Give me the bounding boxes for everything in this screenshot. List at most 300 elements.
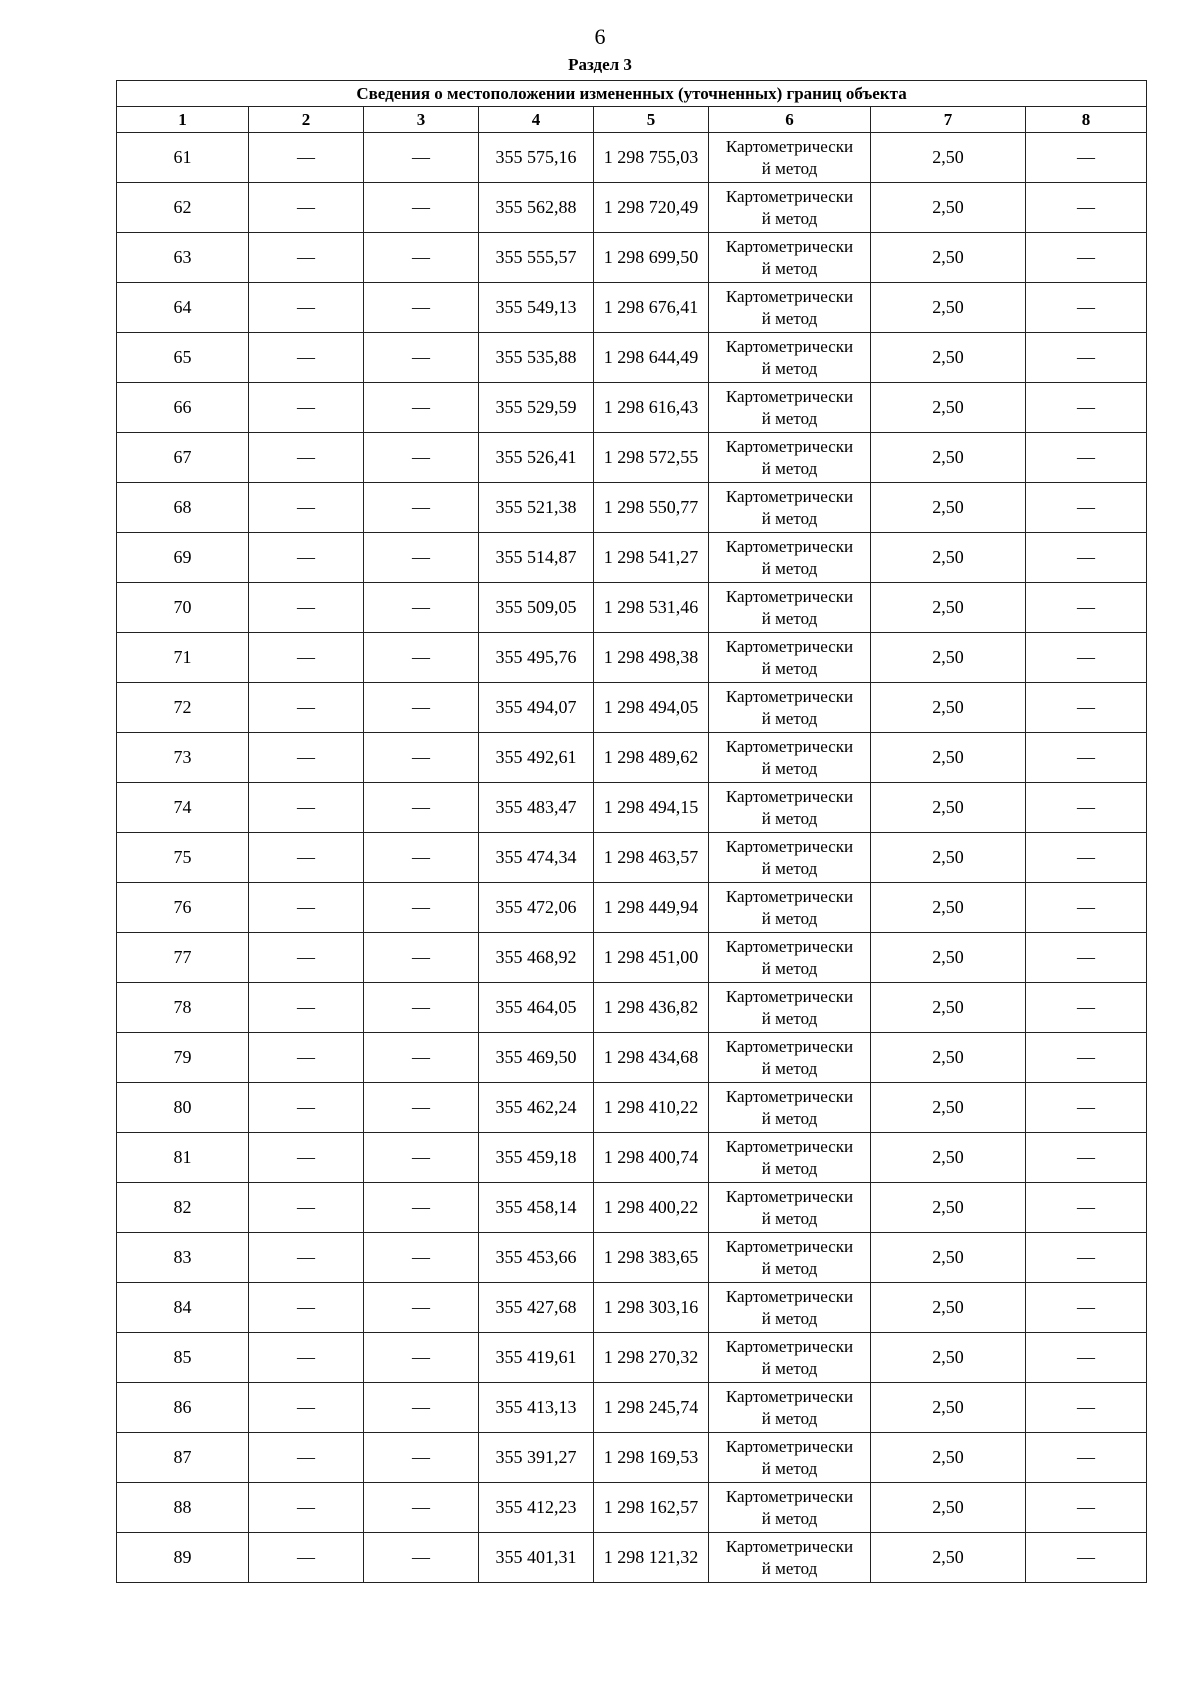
- column-3-cell: —: [364, 533, 479, 583]
- method-text-line: й метод: [761, 1208, 818, 1228]
- method-cell: [709, 1033, 871, 1083]
- column-3-cell: —: [364, 1183, 479, 1233]
- coordinate-x-cell: 355 535,88: [479, 333, 594, 383]
- table-row: [117, 1033, 1147, 1083]
- column-3-cell: —: [364, 133, 479, 183]
- column-3-cell: —: [364, 183, 479, 233]
- method-text-line: Картометрически: [725, 136, 854, 156]
- column-2-cell: —: [249, 1083, 364, 1133]
- accuracy-cell: 2,50: [871, 683, 1026, 733]
- method-text-line: й метод: [761, 658, 818, 678]
- column-2-cell: —: [249, 733, 364, 783]
- method-text-line: й метод: [761, 908, 818, 928]
- column-2-cell: —: [249, 433, 364, 483]
- method-text-line: Картометрически: [725, 486, 854, 506]
- coordinate-x-cell: 355 474,34: [479, 833, 594, 883]
- table-row: [117, 833, 1147, 883]
- point-number-cell: 81: [117, 1133, 249, 1183]
- table-row: [117, 183, 1147, 233]
- table-row: [117, 1333, 1147, 1383]
- table-row: [117, 1383, 1147, 1433]
- method-text-line: Картометрически: [725, 936, 854, 956]
- column-8-cell: —: [1026, 1533, 1147, 1583]
- column-2-cell: —: [249, 583, 364, 633]
- coordinate-x-cell: 355 412,23: [479, 1483, 594, 1533]
- method-text-line: й метод: [761, 258, 818, 278]
- section-title: Раздел 3: [568, 55, 632, 74]
- coordinate-y-cell: 1 298 436,82: [594, 983, 709, 1033]
- column-8-cell: —: [1026, 583, 1147, 633]
- column-2-cell: —: [249, 233, 364, 283]
- table-body: [117, 133, 1147, 1583]
- column-number: 6: [709, 107, 871, 133]
- accuracy-cell: 2,50: [871, 1483, 1026, 1533]
- column-2-cell: —: [249, 1533, 364, 1583]
- coordinate-y-cell: 1 298 121,32: [594, 1533, 709, 1583]
- table-row: [117, 633, 1147, 683]
- table-caption: Сведения о местоположении измененных (уточненных) границ объекта: [117, 81, 1147, 107]
- column-8-cell: —: [1026, 983, 1147, 1033]
- point-number-cell: 76: [117, 883, 249, 933]
- accuracy-cell: 2,50: [871, 833, 1026, 883]
- table-row: [117, 583, 1147, 633]
- point-number-cell: 86: [117, 1383, 249, 1433]
- column-8-cell: —: [1026, 883, 1147, 933]
- table-row: [117, 283, 1147, 333]
- column-3-cell: —: [364, 233, 479, 283]
- column-2-cell: —: [249, 783, 364, 833]
- column-number: 7: [871, 107, 1026, 133]
- point-number-cell: 83: [117, 1233, 249, 1283]
- point-number-cell: 88: [117, 1483, 249, 1533]
- column-8-cell: —: [1026, 1133, 1147, 1183]
- method-cell: [709, 1233, 871, 1283]
- column-3-cell: —: [364, 1333, 479, 1383]
- accuracy-cell: 2,50: [871, 633, 1026, 683]
- coordinate-x-cell: 355 529,59: [479, 383, 594, 433]
- point-number-cell: 87: [117, 1433, 249, 1483]
- accuracy-cell: 2,50: [871, 1083, 1026, 1133]
- coordinate-y-cell: 1 298 434,68: [594, 1033, 709, 1083]
- method-cell: [709, 1333, 871, 1383]
- coordinate-x-cell: 355 464,05: [479, 983, 594, 1033]
- column-3-cell: —: [364, 433, 479, 483]
- column-8-cell: —: [1026, 733, 1147, 783]
- accuracy-cell: 2,50: [871, 383, 1026, 433]
- method-text-line: й метод: [761, 1008, 818, 1028]
- coordinate-x-cell: 355 401,31: [479, 1533, 594, 1583]
- column-8-cell: —: [1026, 233, 1147, 283]
- coordinate-y-cell: 1 298 494,15: [594, 783, 709, 833]
- coordinate-y-cell: 1 298 572,55: [594, 433, 709, 483]
- coordinate-y-cell: 1 298 162,57: [594, 1483, 709, 1533]
- point-number-cell: 80: [117, 1083, 249, 1133]
- point-number-cell: 69: [117, 533, 249, 583]
- point-number-cell: 82: [117, 1183, 249, 1233]
- method-text-line: Картометрически: [725, 1186, 854, 1206]
- method-text-line: Картометрически: [725, 686, 854, 706]
- point-number-cell: 63: [117, 233, 249, 283]
- table-row: [117, 133, 1147, 183]
- method-text-line: й метод: [761, 158, 818, 178]
- accuracy-cell: 2,50: [871, 333, 1026, 383]
- table-row: [117, 533, 1147, 583]
- coordinate-y-cell: 1 298 699,50: [594, 233, 709, 283]
- column-2-cell: —: [249, 383, 364, 433]
- method-text-line: Картометрически: [725, 1486, 854, 1506]
- method-text-line: й метод: [761, 408, 818, 428]
- column-2-cell: —: [249, 333, 364, 383]
- table-row: [117, 333, 1147, 383]
- column-2-cell: —: [249, 283, 364, 333]
- coordinate-y-cell: 1 298 410,22: [594, 1083, 709, 1133]
- method-cell: [709, 1133, 871, 1183]
- coordinate-y-cell: 1 298 541,27: [594, 533, 709, 583]
- method-cell: [709, 133, 871, 183]
- coordinate-y-cell: 1 298 550,77: [594, 483, 709, 533]
- table-row: [117, 1433, 1147, 1483]
- method-text-line: Картометрически: [725, 1286, 854, 1306]
- table-row: [117, 433, 1147, 483]
- coordinate-x-cell: 355 549,13: [479, 283, 594, 333]
- method-cell: [709, 1533, 871, 1583]
- method-cell: [709, 1383, 871, 1433]
- table-row: [117, 1233, 1147, 1283]
- coordinate-y-cell: 1 298 449,94: [594, 883, 709, 933]
- method-text-line: Картометрически: [725, 886, 854, 906]
- column-2-cell: —: [249, 683, 364, 733]
- accuracy-cell: 2,50: [871, 783, 1026, 833]
- coordinate-y-cell: 1 298 644,49: [594, 333, 709, 383]
- method-cell: [709, 433, 871, 483]
- point-number-cell: 78: [117, 983, 249, 1033]
- method-text-line: й метод: [761, 608, 818, 628]
- column-3-cell: —: [364, 1383, 479, 1433]
- point-number-cell: 65: [117, 333, 249, 383]
- accuracy-cell: 2,50: [871, 1183, 1026, 1233]
- method-cell: [709, 683, 871, 733]
- column-8-cell: —: [1026, 933, 1147, 983]
- coordinate-y-cell: 1 298 463,57: [594, 833, 709, 883]
- column-8-cell: —: [1026, 433, 1147, 483]
- column-8-cell: —: [1026, 283, 1147, 333]
- table-row: [117, 1133, 1147, 1183]
- method-cell: [709, 583, 871, 633]
- coordinate-y-cell: 1 298 303,16: [594, 1283, 709, 1333]
- column-8-cell: —: [1026, 133, 1147, 183]
- column-8-cell: —: [1026, 833, 1147, 883]
- column-8-cell: —: [1026, 483, 1147, 533]
- point-number-cell: 67: [117, 433, 249, 483]
- point-number-cell: 89: [117, 1533, 249, 1583]
- method-cell: [709, 1183, 871, 1233]
- coordinate-y-cell: 1 298 489,62: [594, 733, 709, 783]
- method-text-line: Картометрически: [725, 386, 854, 406]
- column-3-cell: —: [364, 283, 479, 333]
- method-cell: [709, 183, 871, 233]
- point-number-cell: 85: [117, 1333, 249, 1383]
- coordinate-x-cell: 355 468,92: [479, 933, 594, 983]
- method-text-line: й метод: [761, 558, 818, 578]
- coordinate-y-cell: 1 298 720,49: [594, 183, 709, 233]
- point-number-cell: 66: [117, 383, 249, 433]
- column-2-cell: —: [249, 633, 364, 683]
- method-text-line: й метод: [761, 1058, 818, 1078]
- point-number-cell: 72: [117, 683, 249, 733]
- column-number: 3: [364, 107, 479, 133]
- method-text-line: й метод: [761, 1308, 818, 1328]
- column-3-cell: —: [364, 383, 479, 433]
- method-text-line: й метод: [761, 1358, 818, 1378]
- column-2-cell: —: [249, 933, 364, 983]
- column-number: 8: [1026, 107, 1147, 133]
- column-3-cell: —: [364, 333, 479, 383]
- method-cell: [709, 383, 871, 433]
- table-row: [117, 783, 1147, 833]
- accuracy-cell: 2,50: [871, 1033, 1026, 1083]
- point-number-cell: 84: [117, 1283, 249, 1333]
- column-3-cell: —: [364, 1283, 479, 1333]
- column-8-cell: —: [1026, 1183, 1147, 1233]
- method-cell: [709, 1433, 871, 1483]
- method-cell: [709, 933, 871, 983]
- column-8-cell: —: [1026, 1333, 1147, 1383]
- accuracy-cell: 2,50: [871, 883, 1026, 933]
- method-text-line: Картометрически: [725, 1136, 854, 1156]
- method-text-line: й метод: [761, 308, 818, 328]
- column-8-cell: —: [1026, 333, 1147, 383]
- coordinate-x-cell: 355 459,18: [479, 1133, 594, 1183]
- column-3-cell: —: [364, 1533, 479, 1583]
- method-text-line: Картометрически: [725, 1386, 854, 1406]
- method-cell: [709, 283, 871, 333]
- method-text-line: Картометрически: [725, 586, 854, 606]
- column-3-cell: —: [364, 583, 479, 633]
- coordinate-x-cell: 355 562,88: [479, 183, 594, 233]
- column-number: 5: [594, 107, 709, 133]
- point-number-cell: 62: [117, 183, 249, 233]
- accuracy-cell: 2,50: [871, 133, 1026, 183]
- method-text-line: й метод: [761, 1258, 818, 1278]
- coordinate-y-cell: 1 298 676,41: [594, 283, 709, 333]
- method-text-line: й метод: [761, 1158, 818, 1178]
- column-3-cell: —: [364, 783, 479, 833]
- table-row: [117, 1483, 1147, 1533]
- table-row: [117, 683, 1147, 733]
- column-2-cell: —: [249, 1433, 364, 1483]
- point-number-cell: 70: [117, 583, 249, 633]
- accuracy-cell: 2,50: [871, 233, 1026, 283]
- boundary-points-table: [116, 80, 1147, 1583]
- column-3-cell: —: [364, 983, 479, 1033]
- column-3-cell: —: [364, 833, 479, 883]
- method-cell: [709, 783, 871, 833]
- column-number: 2: [249, 107, 364, 133]
- column-8-cell: —: [1026, 1483, 1147, 1533]
- accuracy-cell: 2,50: [871, 1283, 1026, 1333]
- coordinate-y-cell: 1 298 270,32: [594, 1333, 709, 1383]
- column-8-cell: —: [1026, 633, 1147, 683]
- table-caption-row: [117, 81, 1147, 107]
- method-text-line: Картометрически: [725, 1036, 854, 1056]
- accuracy-cell: 2,50: [871, 1383, 1026, 1433]
- accuracy-cell: 2,50: [871, 1233, 1026, 1283]
- column-8-cell: —: [1026, 783, 1147, 833]
- coordinate-x-cell: 355 469,50: [479, 1033, 594, 1083]
- column-2-cell: —: [249, 533, 364, 583]
- column-2-cell: —: [249, 1333, 364, 1383]
- column-2-cell: —: [249, 833, 364, 883]
- method-text-line: й метод: [761, 958, 818, 978]
- coordinate-x-cell: 355 483,47: [479, 783, 594, 833]
- column-3-cell: —: [364, 933, 479, 983]
- column-2-cell: —: [249, 983, 364, 1033]
- method-cell: [709, 533, 871, 583]
- method-cell: [709, 1483, 871, 1533]
- coordinate-x-cell: 355 453,66: [479, 1233, 594, 1283]
- column-2-cell: —: [249, 883, 364, 933]
- column-8-cell: —: [1026, 1383, 1147, 1433]
- table-row: [117, 483, 1147, 533]
- coordinate-y-cell: 1 298 400,22: [594, 1183, 709, 1233]
- column-3-cell: —: [364, 733, 479, 783]
- column-number: 1: [117, 107, 249, 133]
- accuracy-cell: 2,50: [871, 183, 1026, 233]
- coordinate-x-cell: 355 492,61: [479, 733, 594, 783]
- column-2-cell: —: [249, 1033, 364, 1083]
- method-text-line: й метод: [761, 458, 818, 478]
- method-text-line: й метод: [761, 808, 818, 828]
- column-3-cell: —: [364, 883, 479, 933]
- table-row: [117, 1183, 1147, 1233]
- method-text-line: Картометрически: [725, 436, 854, 456]
- method-text-line: Картометрически: [725, 1236, 854, 1256]
- method-text-line: Картометрически: [725, 636, 854, 656]
- coordinate-y-cell: 1 298 494,05: [594, 683, 709, 733]
- method-text-line: Картометрически: [725, 1436, 854, 1456]
- column-8-cell: —: [1026, 1433, 1147, 1483]
- table-row: [117, 983, 1147, 1033]
- column-3-cell: —: [364, 1233, 479, 1283]
- accuracy-cell: 2,50: [871, 733, 1026, 783]
- method-cell: [709, 1083, 871, 1133]
- point-number-cell: 75: [117, 833, 249, 883]
- table-row: [117, 933, 1147, 983]
- coordinate-x-cell: 355 427,68: [479, 1283, 594, 1333]
- method-cell: [709, 633, 871, 683]
- column-2-cell: —: [249, 1283, 364, 1333]
- column-number: 4: [479, 107, 594, 133]
- coordinate-x-cell: 355 472,06: [479, 883, 594, 933]
- coordinate-x-cell: 355 494,07: [479, 683, 594, 733]
- method-text-line: Картометрически: [725, 836, 854, 856]
- method-text-line: й метод: [761, 208, 818, 228]
- method-cell: [709, 983, 871, 1033]
- accuracy-cell: 2,50: [871, 283, 1026, 333]
- method-text-line: Картометрически: [725, 736, 854, 756]
- coordinate-x-cell: 355 458,14: [479, 1183, 594, 1233]
- table-row: [117, 1083, 1147, 1133]
- column-3-cell: —: [364, 683, 479, 733]
- coordinate-y-cell: 1 298 245,74: [594, 1383, 709, 1433]
- accuracy-cell: 2,50: [871, 583, 1026, 633]
- coordinate-y-cell: 1 298 383,65: [594, 1233, 709, 1283]
- column-8-cell: —: [1026, 1283, 1147, 1333]
- point-number-cell: 74: [117, 783, 249, 833]
- coordinate-y-cell: 1 298 498,38: [594, 633, 709, 683]
- column-3-cell: —: [364, 1033, 479, 1083]
- coordinate-y-cell: 1 298 531,46: [594, 583, 709, 633]
- column-3-cell: —: [364, 633, 479, 683]
- column-2-cell: —: [249, 133, 364, 183]
- column-8-cell: —: [1026, 1083, 1147, 1133]
- accuracy-cell: 2,50: [871, 533, 1026, 583]
- method-text-line: й метод: [761, 1558, 818, 1578]
- method-text-line: й метод: [761, 508, 818, 528]
- coordinate-x-cell: 355 514,87: [479, 533, 594, 583]
- method-text-line: й метод: [761, 1458, 818, 1478]
- method-text-line: Картометрически: [725, 236, 854, 256]
- accuracy-cell: 2,50: [871, 1533, 1026, 1583]
- table-row: [117, 1533, 1147, 1583]
- point-number-cell: 68: [117, 483, 249, 533]
- coordinate-x-cell: 355 526,41: [479, 433, 594, 483]
- coordinate-x-cell: 355 555,57: [479, 233, 594, 283]
- table-row: [117, 733, 1147, 783]
- method-text-line: й метод: [761, 358, 818, 378]
- method-text-line: Картометрически: [725, 286, 854, 306]
- method-text-line: Картометрически: [725, 986, 854, 1006]
- method-text-line: Картометрически: [725, 786, 854, 806]
- column-8-cell: —: [1026, 383, 1147, 433]
- page-number: 6: [594, 24, 606, 49]
- column-8-cell: —: [1026, 1233, 1147, 1283]
- table-row: [117, 1283, 1147, 1333]
- method-text-line: Картометрически: [725, 536, 854, 556]
- table-row: [117, 883, 1147, 933]
- column-2-cell: —: [249, 1383, 364, 1433]
- coordinate-y-cell: 1 298 755,03: [594, 133, 709, 183]
- method-cell: [709, 333, 871, 383]
- table-row: [117, 383, 1147, 433]
- method-text-line: й метод: [761, 1108, 818, 1128]
- point-number-cell: 73: [117, 733, 249, 783]
- method-text-line: Картометрически: [725, 336, 854, 356]
- coordinate-x-cell: 355 419,61: [479, 1333, 594, 1383]
- method-cell: [709, 483, 871, 533]
- method-text-line: Картометрически: [725, 1336, 854, 1356]
- coordinate-x-cell: 355 462,24: [479, 1083, 594, 1133]
- method-text-line: й метод: [761, 1408, 818, 1428]
- method-text-line: Картометрически: [725, 1086, 854, 1106]
- method-text-line: Картометрически: [725, 1536, 854, 1556]
- coordinate-y-cell: 1 298 400,74: [594, 1133, 709, 1183]
- column-8-cell: —: [1026, 533, 1147, 583]
- coordinate-y-cell: 1 298 169,53: [594, 1433, 709, 1483]
- accuracy-cell: 2,50: [871, 483, 1026, 533]
- method-cell: [709, 833, 871, 883]
- coordinate-x-cell: 355 391,27: [479, 1433, 594, 1483]
- coordinate-x-cell: 355 495,76: [479, 633, 594, 683]
- accuracy-cell: 2,50: [871, 1433, 1026, 1483]
- column-2-cell: —: [249, 483, 364, 533]
- method-cell: [709, 233, 871, 283]
- column-3-cell: —: [364, 1133, 479, 1183]
- column-8-cell: —: [1026, 1033, 1147, 1083]
- method-cell: [709, 733, 871, 783]
- column-3-cell: —: [364, 483, 479, 533]
- method-text-line: й метод: [761, 708, 818, 728]
